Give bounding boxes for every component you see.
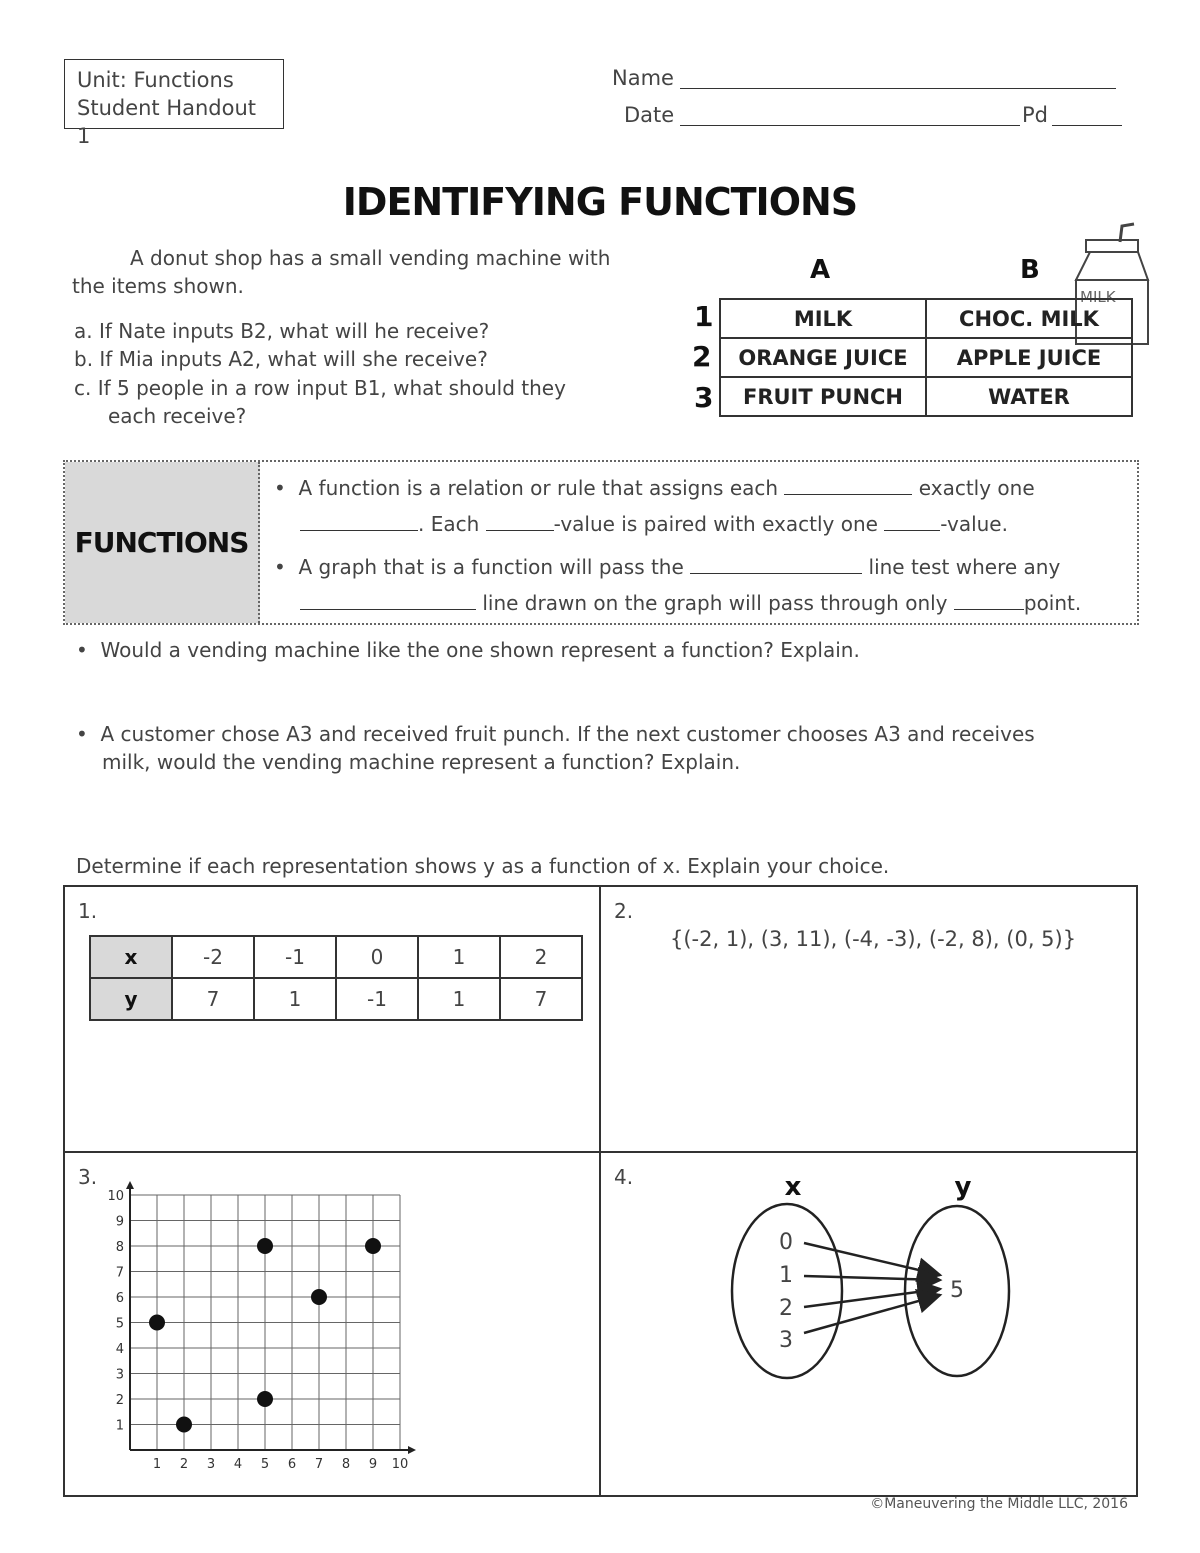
- def-text3: . Each: [418, 512, 480, 536]
- x-cell: -2: [172, 936, 254, 978]
- page-title: IDENTIFYING FUNCTIONS: [342, 180, 858, 224]
- pd-label: Pd: [1022, 103, 1048, 127]
- blank-point-count[interactable]: [954, 591, 1024, 610]
- domain-value: 2: [779, 1296, 793, 1321]
- blank-input[interactable]: [784, 476, 912, 495]
- data-point: [257, 1391, 273, 1407]
- x-tick-label: 7: [314, 1457, 324, 1472]
- y-header: y: [90, 978, 172, 1020]
- y-cell: 1: [418, 978, 500, 1020]
- instruction-text: Determine if each representation shows y as a function of x. Explain your choice.: [76, 854, 890, 878]
- cell-a3: FRUIT PUNCH: [720, 377, 926, 416]
- y-cell: 1: [254, 978, 336, 1020]
- mapping-arrow: [804, 1243, 940, 1275]
- x-tick-label: 3: [206, 1457, 216, 1472]
- data-point: [365, 1238, 381, 1254]
- row-3-header: 3: [694, 381, 714, 414]
- x-tick-label: 1: [152, 1457, 162, 1472]
- blank-input-variable[interactable]: [486, 512, 554, 531]
- functions-label: FUNCTIONS: [65, 462, 260, 623]
- data-point: [311, 1289, 327, 1305]
- x-tick-label: 10: [391, 1457, 409, 1472]
- y-tick-label: 5: [115, 1316, 124, 1332]
- blank-line-test[interactable]: [690, 555, 862, 574]
- cell-a2: ORANGE JUICE: [720, 338, 926, 377]
- problem-3-scatter-plot: [95, 1175, 425, 1475]
- unit-line1: Unit: Functions: [77, 68, 234, 92]
- def-text5: -value.: [940, 512, 1008, 536]
- copyright-footer: ©Maneuvering the Middle LLC, 2016: [870, 1496, 1128, 1512]
- x-header: x: [90, 936, 172, 978]
- mapping-y-title: y: [954, 1172, 972, 1202]
- def-text1: A function is a relation or rule that assigns each: [298, 476, 779, 500]
- problem-2-ordered-pairs: {(-2, 1), (3, 11), (-4, -3), (-2, 8), (0, 5)}: [670, 927, 1077, 951]
- unit-line2: Student Handout 1: [77, 96, 257, 148]
- carton-text: MILK: [1080, 288, 1116, 306]
- y-cell: 7: [500, 978, 582, 1020]
- problem-4-label: 4.: [614, 1165, 634, 1189]
- domain-value: 1: [779, 1263, 793, 1288]
- unit-box: [64, 59, 284, 148]
- cell-b1: CHOC. MILK: [926, 299, 1132, 338]
- data-point: [257, 1238, 273, 1254]
- question-b: b. If Mia inputs A2, what will she receive?: [74, 347, 488, 371]
- question-customer: • A customer chose A3 and received fruit punch. If the next customer chooses A3 and receives: [76, 722, 1035, 746]
- x-cell: 0: [336, 936, 418, 978]
- cell-b2: APPLE JUICE: [926, 338, 1132, 377]
- question-c-cont: each receive?: [108, 404, 247, 428]
- pd-field[interactable]: [1052, 125, 1122, 126]
- date-field[interactable]: [680, 125, 1020, 126]
- vending-machine-table: [719, 298, 1133, 417]
- y-tick-label: 7: [115, 1265, 124, 1281]
- y-axis-arrow: [126, 1181, 134, 1189]
- cell-b3: WATER: [926, 377, 1132, 416]
- graph-text4: point.: [1023, 591, 1082, 615]
- row-2-header: 2: [692, 340, 712, 373]
- y-tick-label: 3: [115, 1367, 124, 1383]
- domain-value: 0: [779, 1230, 793, 1255]
- intro-line1: A donut shop has a small vending machine with: [130, 246, 611, 270]
- y-tick-label: 10: [107, 1189, 124, 1204]
- mapping-x-title: x: [784, 1172, 802, 1202]
- bullet-graph-line1: • A graph that is a function will pass the line test where any: [274, 555, 1061, 579]
- y-tick-label: 2: [115, 1393, 124, 1408]
- blank-output[interactable]: [300, 512, 418, 531]
- question-a: a. If Nate inputs B2, what will he receive?: [74, 319, 490, 343]
- bullet-graph-line2: [300, 589, 1081, 617]
- def-text2: exactly one: [918, 476, 1035, 500]
- mapping-arrow: [804, 1289, 940, 1307]
- y-tick-label: 1: [115, 1418, 124, 1434]
- date-label: Date: [624, 103, 675, 127]
- grid-vertical-divider: [599, 885, 601, 1497]
- cell-a1: MILK: [720, 299, 926, 338]
- problem-3-label: 3.: [78, 1165, 98, 1189]
- mapping-arrow: [804, 1295, 940, 1333]
- y-cell: -1: [336, 978, 418, 1020]
- question-c: c. If 5 people in a row input B1, what should they: [74, 376, 566, 400]
- column-a-header: A: [810, 255, 831, 285]
- x-tick-label: 9: [368, 1457, 378, 1472]
- grid-horizontal-divider: [63, 1151, 1138, 1153]
- y-tick-label: 9: [115, 1214, 124, 1230]
- question-vending-function: • Would a vending machine like the one shown represent a function? Explain.: [76, 638, 860, 662]
- def-text4: -value is paired with exactly one: [553, 512, 878, 536]
- problem-2-label: 2.: [614, 899, 634, 923]
- x-tick-label: 5: [260, 1457, 270, 1472]
- y-tick-label: 8: [115, 1240, 124, 1255]
- intro-line2: the items shown.: [72, 274, 244, 298]
- graph-text3: line drawn on the graph will pass through only: [482, 591, 948, 615]
- x-cell: 1: [418, 936, 500, 978]
- x-tick-label: 2: [179, 1457, 189, 1472]
- bullet-definition-line2: [300, 510, 1008, 538]
- question-customer-cont: milk, would the vending machine represent a function? Explain.: [102, 750, 741, 774]
- domain-value: 3: [779, 1328, 793, 1353]
- data-point: [149, 1315, 165, 1331]
- x-tick-label: 8: [341, 1457, 351, 1472]
- bullet-definition-line1: • A function is a relation or rule that assigns each exactly one: [274, 476, 1035, 500]
- data-point: [176, 1417, 192, 1433]
- y-tick-label: 4: [115, 1342, 124, 1357]
- name-field[interactable]: [680, 88, 1116, 89]
- name-label: Name: [612, 66, 674, 90]
- x-tick-label: 6: [287, 1457, 297, 1472]
- mapping-arrow: [804, 1276, 940, 1280]
- range-value: 5: [950, 1278, 964, 1303]
- x-axis-arrow: [408, 1446, 416, 1454]
- blank-line-direction[interactable]: [300, 591, 476, 610]
- y-cell: 7: [172, 978, 254, 1020]
- x-cell: 2: [500, 936, 582, 978]
- problem-1-label: 1.: [78, 899, 98, 923]
- x-tick-label: 4: [233, 1457, 243, 1472]
- x-cell: -1: [254, 936, 336, 978]
- graph-text1: A graph that is a function will pass the: [298, 555, 684, 579]
- graph-text2: line test where any: [868, 555, 1061, 579]
- problem-1-table: [89, 935, 583, 1021]
- problem-4-mapping-diagram: [700, 1165, 1020, 1390]
- y-tick-label: 6: [115, 1291, 124, 1306]
- blank-output-variable[interactable]: [884, 512, 940, 531]
- column-b-header: B: [1020, 255, 1040, 285]
- row-1-header: 1: [694, 300, 714, 333]
